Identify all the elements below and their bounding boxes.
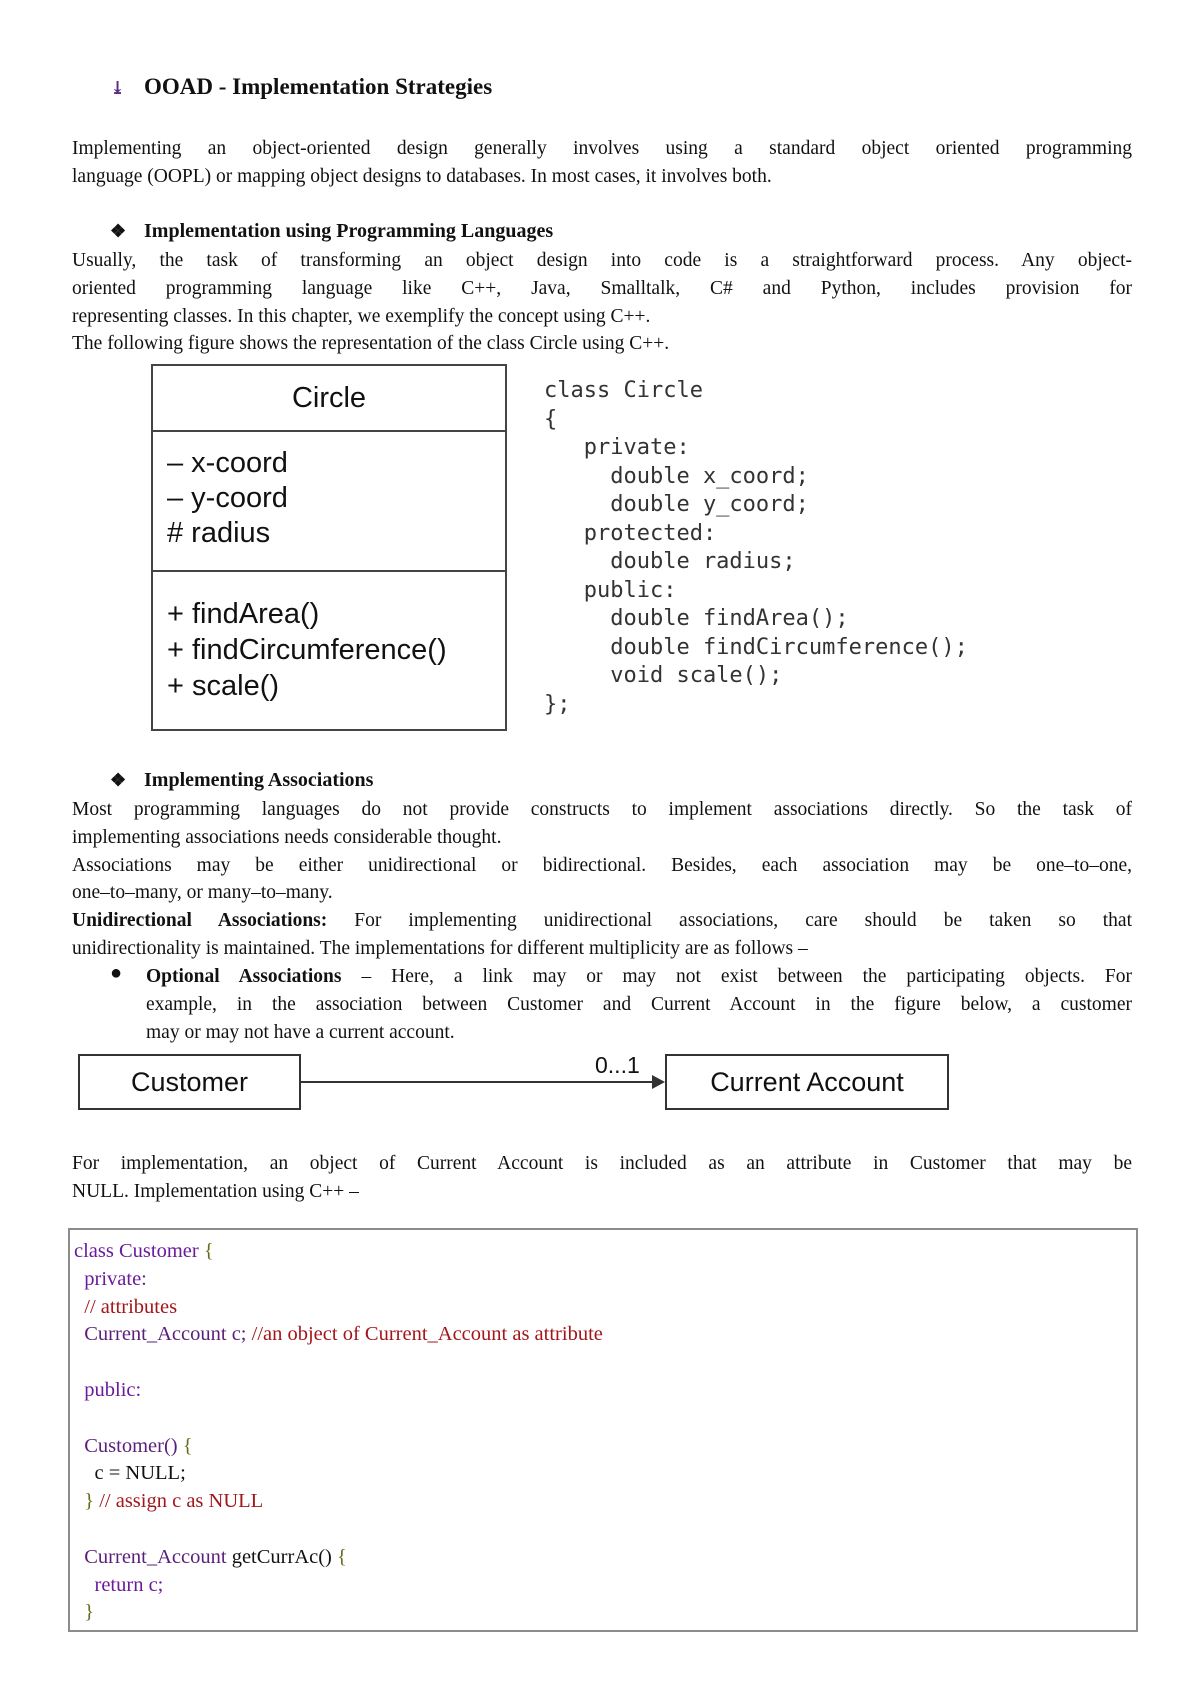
uml-operation: + findCircumference() (167, 634, 447, 666)
associations-paragraph: Most programming languages do not provide constructs to implement associations directly. So the task of implementing associations needs considerable thought. Associations may be either unidirectional or bidirectional. Besides, each association may be one–to–one, one–to–many, or many–to–many. Unidirectional Associations: For implementing unidirectional associations, care should be taken so that unidirectionality is maintained. The implementations for different multiplicity are as follows – (72, 799, 1132, 959)
uml-attribute: – y-coord (167, 482, 288, 514)
customer-class-box: Customer (78, 1054, 301, 1110)
current-account-class-box: Current Account (665, 1054, 949, 1110)
programming-languages-paragraph: Usually, the task of transforming an object design into code is a straightforward process. Any object- oriented programming language like C++, Java, Smalltalk, C# and Python, includes provision for representing classes. In this chapter, we exemplify the concept using C++. The following figure shows the representation of the class Circle using C++. (72, 250, 1132, 355)
uml-operation: + scale() (167, 670, 280, 702)
uml-operation: + findArea() (167, 598, 320, 630)
optional-associations-item: Optional Associations – Here, a link may or may not exist between the participating objects. For example, in the association between Customer and Current Account in the figure below, a customer may or may not have a current account. (146, 966, 1132, 1043)
association-line (299, 1081, 661, 1083)
section-heading-programming-languages: ❖ Implementation using Programming Languages (110, 220, 554, 242)
uml-operations (153, 572, 505, 704)
arrow-head-icon (652, 1075, 665, 1089)
uml-attribute: – x-coord (167, 447, 288, 479)
uml-class-name: Circle (153, 366, 505, 432)
customer-cpp-code-box (68, 1228, 1138, 1632)
intro-paragraph: Implementing an object-oriented design generally involves using a standard object oriented programming language (OOPL) or mapping object designs to databases. In most cases, it involves both. (72, 138, 1132, 187)
uml-class-circle (151, 364, 507, 731)
uml-attributes (153, 432, 505, 572)
section-heading-associations: ❖ Implementing Associations (110, 769, 374, 791)
page-title: ⤓ OOAD - Implementation Strategies (110, 74, 493, 99)
diamond-bullet-icon: ❖ (110, 221, 127, 241)
diamond-bullet-icon: ❖ (110, 770, 127, 790)
customer-cpp-code: class Customer { private: // attributes Current_Account c; //an object of Current_Account as attribute public: Customer() { c = NULL; } // assign c as NULL Current_Account getCurrAc() { return c; } (74, 1240, 603, 1624)
uml-attribute: # radius (167, 517, 271, 549)
arrow-bullet-icon: ⤓ (110, 78, 126, 98)
implementation-paragraph: For implementation, an object of Current Account is included as an attribute in Customer that may be NULL. Implementation using C++ – (72, 1153, 1132, 1202)
multiplicity-label: 0...1 (595, 1052, 640, 1078)
circle-cpp-code: class Circle { private: double x_coord; double y_coord; protected: double radius; public: double findArea(); double findCircumference(); void scale(); }; (544, 378, 968, 717)
bullet-dot-icon: ● (110, 962, 123, 984)
